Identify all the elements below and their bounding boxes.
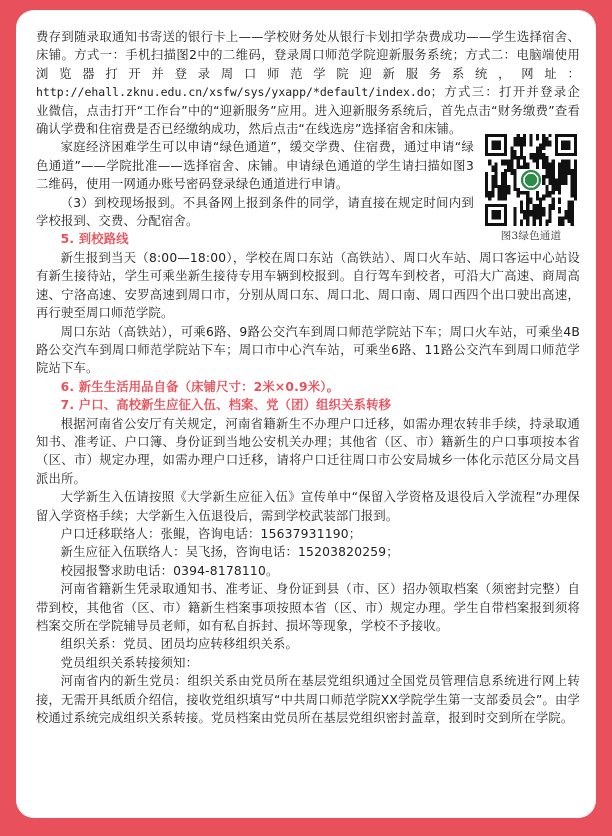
paragraph-archives: 河南省籍新生凭录取通知书、准考证、身份证到县（市、区）招办领取档案（须密封完整）自带到校，其他省（区、市）籍新生档案事项按照本省（区、市）规定办理。学生自带档案报到须将档案交所在学院辅导员老师，如有私自拆封、损坏等现象，学校不予接收。 bbox=[36, 582, 580, 633]
payment-text-b: ；方式三：打开并登录企业微信，点击打开“工作台”中的“迎新服务”应用。进入迎新服务系统后，首先点击“财务缴费”查看确认学费和住宿费是否已经缴纳成功，然后点击“在线选房”选择宿舍和床铺。 bbox=[36, 85, 580, 137]
paragraph-route-2: 周口东站（高铁站），可乘6路、9路公交汽车到周口师范学院站下车；周口火车站，可乘坐4B路公交汽车到周口师范学院站下车；周口市中心汽车站，可乘坐6路、11路公交汽车到周口师范学院站下车。 bbox=[36, 324, 580, 376]
page-card bbox=[16, 10, 596, 818]
payment-text-a: 费存到随录取通知书寄送的银行卡上——学校财务处从银行卡划扣学杂费成功——学生选择宿舍、床铺。方式一：手机扫描图2中的二维码，登录周口师范学院迎新服务系统；方式二：电脑端使用浏览器打开并登录周口师范学院迎新服务系统，网址： bbox=[36, 30, 580, 81]
heading-route: 5. 到校路线 bbox=[60, 232, 129, 247]
paragraph-party-notice: 党员组织关系转接须知： bbox=[60, 655, 199, 670]
paragraph-onsite-registration: （3）到校现场报到。不具备网上报到条件的同学，请直接在规定时间内到学校报到、交费、分配宿舍。 bbox=[36, 195, 474, 229]
contact-enlistment: 新生应征入伍联络人：吴飞扬，咨询电话：15203820259； bbox=[60, 545, 399, 560]
paragraph-org-relation: 组织关系：党员、团员均应转移组织关系。 bbox=[60, 637, 299, 652]
qr-caption: 图3绿色通道 bbox=[500, 230, 562, 243]
paragraph-green-channel: 家庭经济困难学生可以申请“绿色通道”，缓交学费、住宿费，通过申请“绿色通道”——学院批准——选择宿舍、床铺。申请绿色通道的学生请扫描如图3二维码，使用一网通办账号密码登录绿色通道进行申请。 bbox=[36, 140, 474, 192]
contact-hukou: 户口迁移联络人：张鲲，咨询电话：15637931190； bbox=[60, 526, 362, 541]
contact-campus-police: 校园报警求助电话：0394-8178110。 bbox=[60, 563, 279, 578]
service-url[interactable]: http://ehall.zknu.edu.cn/xsfw/sys/yxapp/*default/index.do bbox=[36, 85, 431, 100]
heading-transfer: 7. 户口、高校新生应征入伍、档案、党（团）组织关系转移 bbox=[60, 398, 392, 413]
paragraph-enlistment: 大学新生入伍请按照《大学新生应征入伍》宣传单中“保留入学资格及退役后入学流程”办理保留入学资格手续；大学新生入伍退役后，需到学校武装部门报到。 bbox=[36, 490, 580, 523]
green-channel-qr-code[interactable] bbox=[485, 134, 577, 226]
paragraph-payment bbox=[36, 28, 580, 138]
paragraph-hukou: 根据河南省公安厅有关规定，河南省籍新生不办理户口迁移，如需办理农转非手续，持录取通知书、准考证、户口簿、身份证到当地公安机关办理；其他省（区、市）籍新生的户口事项按本省（区、市）规定办理，如需办理户口迁移，请将户口迁往周口市公安局城乡一体化示范区分局文昌派出所。 bbox=[36, 416, 580, 486]
document-body bbox=[36, 28, 580, 727]
paragraph-party-members: 河南省内的新生党员：组织关系由党员所在基层党组织通过全国党员管理信息系统进行网上转接，无需开具纸质介绍信，接收党组织填写“中共周口师范学院XX学院学生第一支部委员会”。由学校通过系统完成组织关系转接。党员档案由党员所在基层党组织密封盖章，报到时交到所在学院。 bbox=[36, 674, 580, 726]
paragraph-route-1: 新生报到当天（8:00—18:00），学校在周口东站（高铁站）、周口火车站、周口客运中心站设有新生接待站，学生可乘坐新生接待专用车辆到校报到。自行驾车到校者，可沿大广高速、商周高速、宁洛高速、安罗高速到周口市，分别从周口东、周口北、周口南、周口西四个出口驶出高速，再行驶至周口师范学院。 bbox=[36, 250, 580, 321]
qr-figure bbox=[482, 134, 580, 243]
heading-supplies: 6. 新生生活用品自备（床铺尺寸：2米×0.9米）。 bbox=[60, 379, 340, 394]
